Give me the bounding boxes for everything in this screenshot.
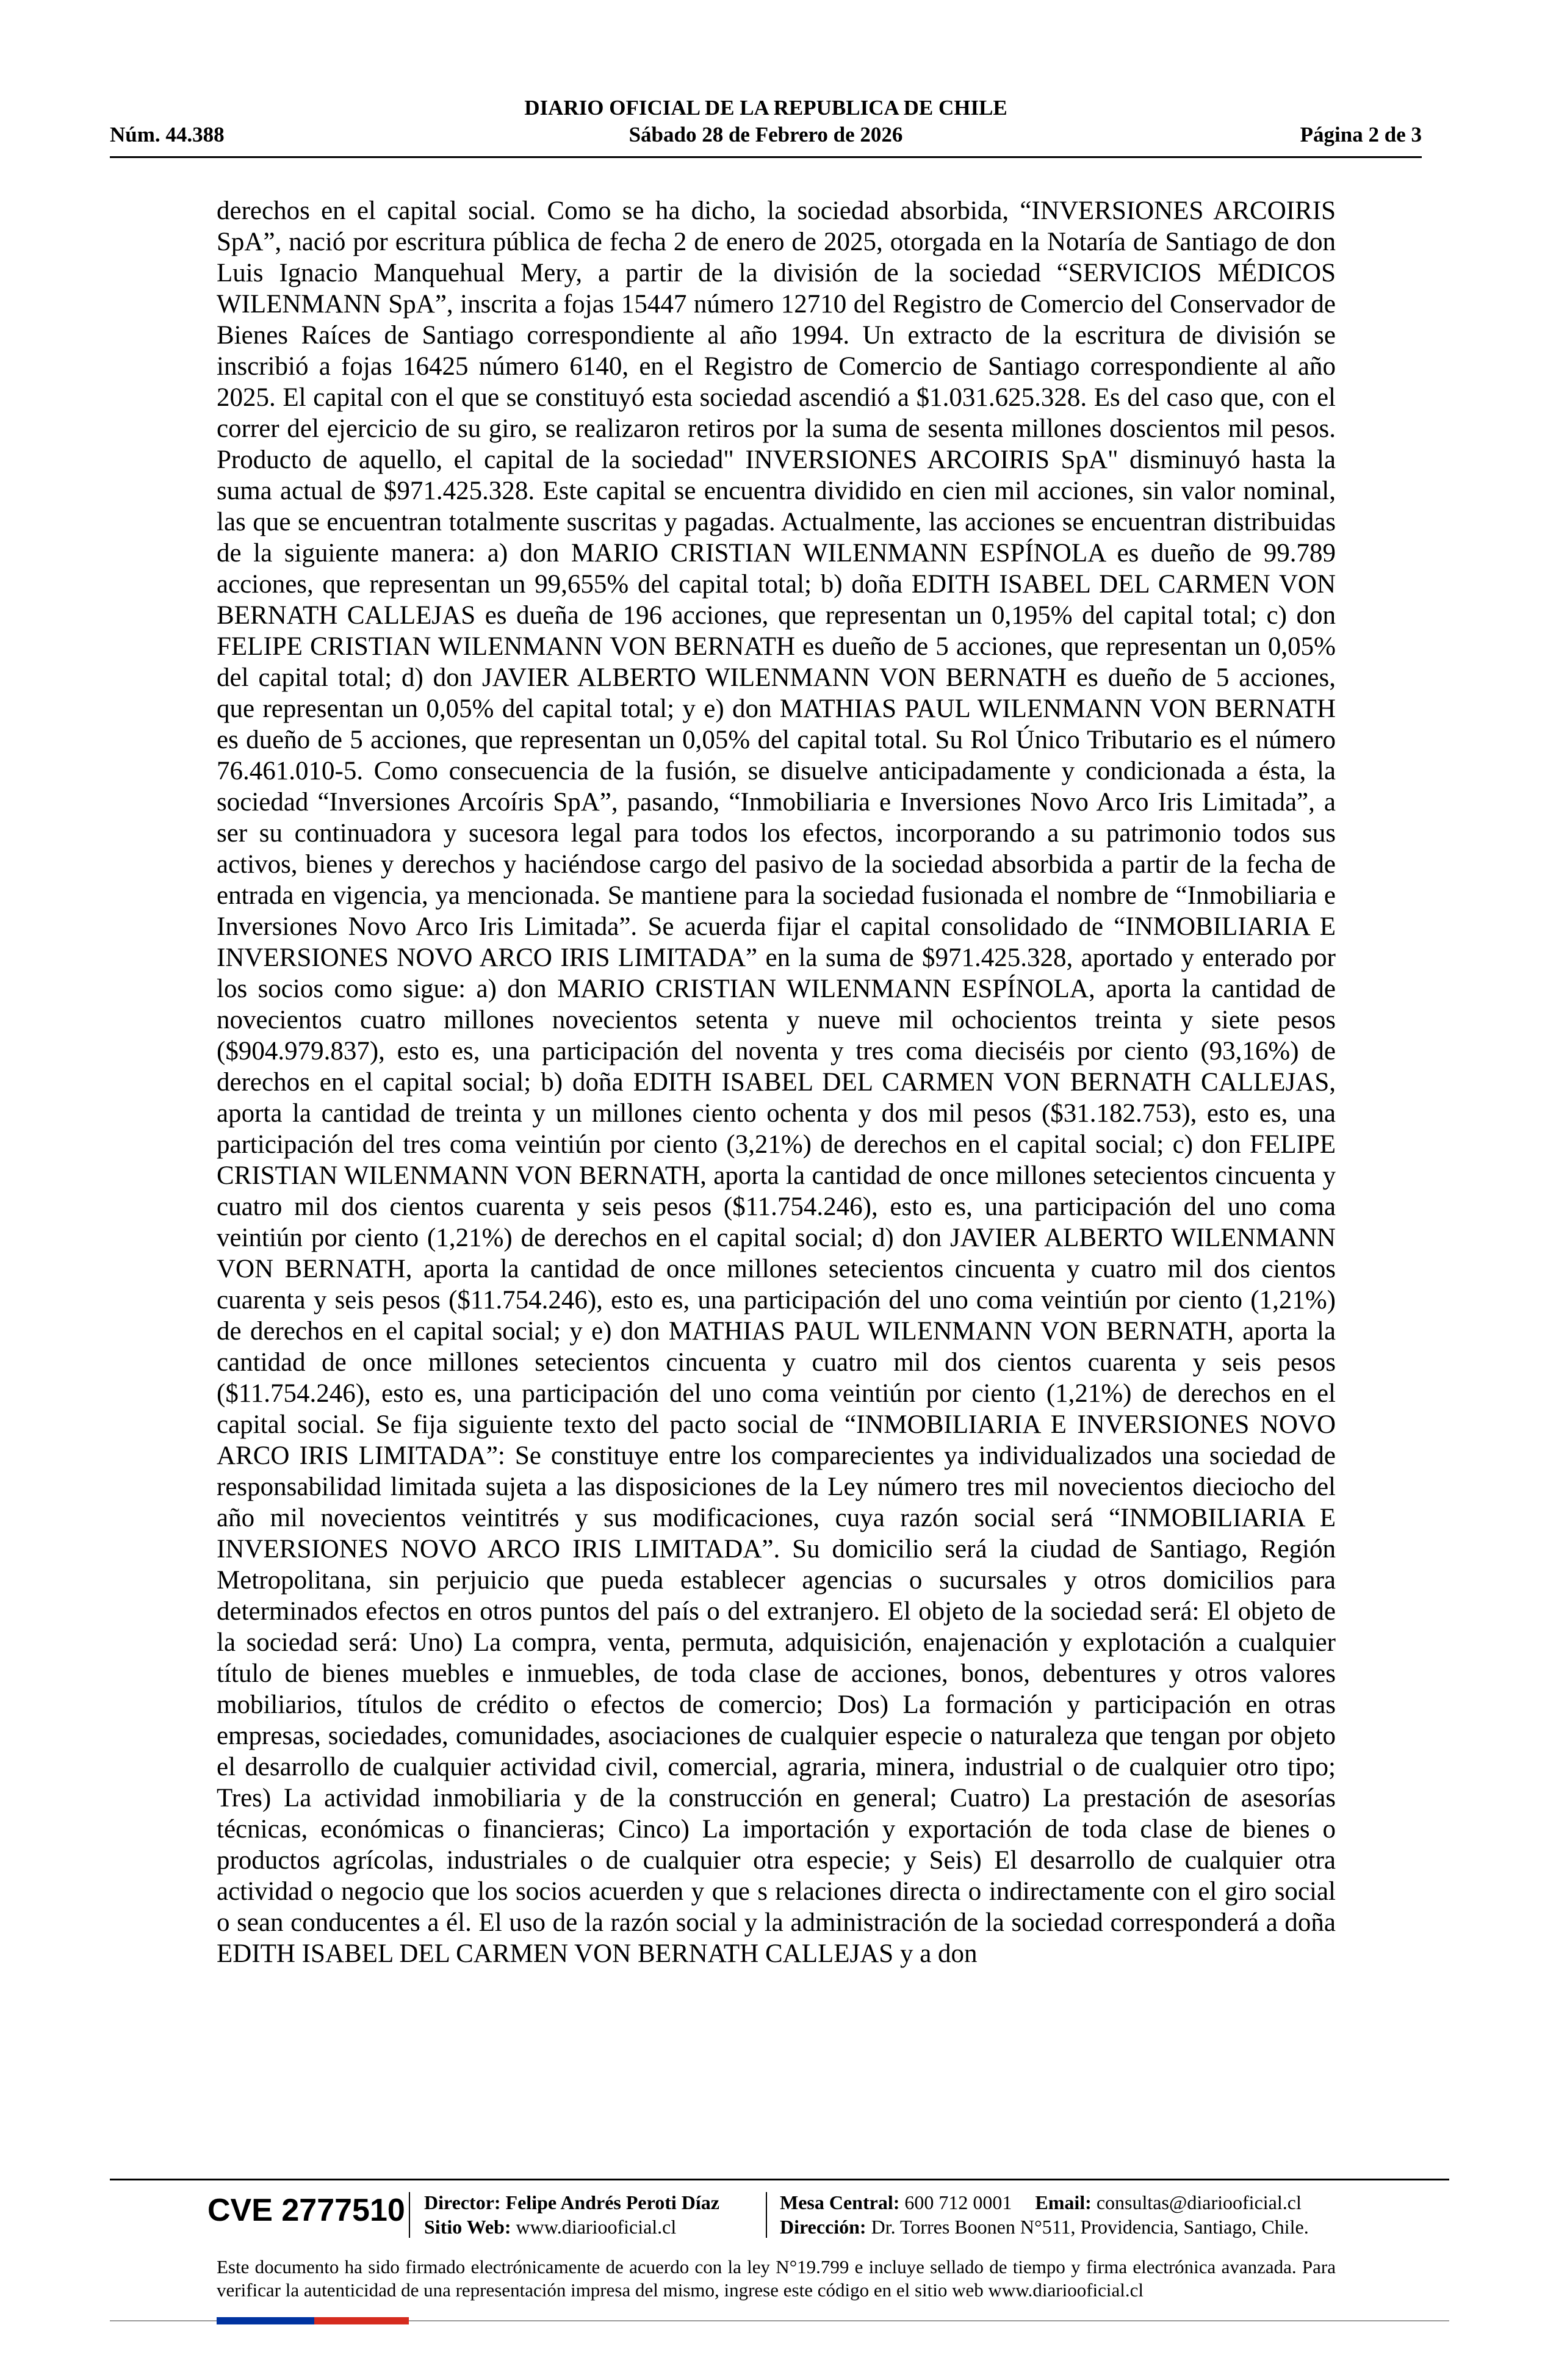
email-label: Email: (1035, 2191, 1092, 2213)
website-label: Sitio Web: (424, 2216, 511, 2238)
address-label: Dirección: (780, 2216, 866, 2238)
footer-separator (409, 2192, 410, 2238)
signature-note: Este documento ha sido firmado electrónicamente de acuerdo con la ley N°19.799 e incluye sellado de tiempo y firma electrónica avanzada. Para verificar la autenticidad de una representación impresa del mismo, ingrese este código en el sitio web www.diariooficial.cl (217, 2256, 1336, 2301)
header-divider (110, 156, 1422, 158)
phone-number: 600 712 0001 (904, 2191, 1012, 2213)
director-name: Felipe Andrés Peroti Díaz (505, 2191, 719, 2213)
issue-date: Sábado 28 de Febrero de 2026 (629, 123, 903, 146)
newspaper-title: DIARIO OFICIAL DE LA REPUBLICA DE CHILE (524, 96, 1007, 120)
footer-director (424, 2191, 719, 2214)
page-header (110, 95, 1422, 156)
cve-code: CVE 2777510 (207, 2193, 405, 2228)
footer-address (780, 2215, 1309, 2238)
phone-label: Mesa Central: (780, 2191, 900, 2213)
issue-number: Núm. 44.388 (110, 123, 225, 146)
footer-contact (780, 2191, 1302, 2214)
director-label: Director: (424, 2191, 501, 2213)
email-link[interactable]: consultas@diariooficial.cl (1096, 2191, 1302, 2213)
flag-stripe-blue (217, 2317, 314, 2324)
footer-divider (110, 2179, 1449, 2180)
body-text: derechos en el capital social. Como se ha dicho, la sociedad absorbida, “INVERSIONES ARCOIRIS SpA”, nació por escritura pública de fecha 2 de enero de 2025, otorgada en la Notaría de Santiago de don Luis Ignacio Manquehual Mery, a partir de la división de la sociedad “SERVICIOS MÉDICOS WILENMANN SpA”, inscrita a fojas 15447 número 12710 del Registro de Comercio del Conservador de Bienes Raíces de Santiago correspondiente al año 1994. Un extracto de la escritura de división se inscribió a fojas 16425 número 6140, en el Registro de Comercio de Santiago correspondiente al año 2025. El capital con el que se constituyó esta sociedad ascendió a $1.031.625.328. Es del caso que, con el correr del ejercicio de su giro, se realizaron retiros por la suma de sesenta millones doscientos mil pesos. Producto de aquello, el capital de la sociedad" INVERSIONES ARCOIRIS SpA" disminuyó hasta la suma actual de $971.425.328. Este capital se encuentra dividido en cien mil acciones, sin valor nominal, las que se encuentran totalmente suscritas y pagadas. Actualmente, las acciones se encuentran distribuidas de la siguiente manera: a) don MARIO CRISTIAN WILENMANN ESPÍNOLA es dueño de 99.789 acciones, que representan un 99,655% del capital total; b) doña EDITH ISABEL DEL CARMEN VON BERNATH CALLEJAS es dueña de 196 acciones, que representan un 0,195% del capital total; c) don FELIPE CRISTIAN WILENMANN VON BERNATH es dueño de 5 acciones, que representan un 0,05% del capital total; d) don JAVIER ALBERTO WILENMANN VON BERNATH es dueño de 5 acciones, que representan un 0,05% del capital total; y e) don MATHIAS PAUL WILENMANN VON BERNATH es dueño de 5 acciones, que representan un 0,05% del capital total. Su Rol Único Tributario es el número 76.461.010-5. Como consecuencia de la fusión, se disuelve anticipadamente y condicionada a ésta, la sociedad “Inversiones Arcoíris SpA”, pasando, “Inmobiliaria e Inversiones Novo Arco Iris Limitada”, a ser su continuadora y sucesora legal para todos los efectos, incorporando a su patrimonio todos sus activos, bienes y derechos y haciéndose cargo del pasivo de la sociedad absorbida a partir de la fecha de entrada en vigencia, ya mencionada. Se mantiene para la sociedad fusionada el nombre de “Inmobiliaria e Inversiones Novo Arco Iris Limitada”. Se acuerda fijar el capital consolidado de “INMOBILIARIA E INVERSIONES NOVO ARCO IRIS LIMITADA” en la suma de $971.425.328, aportado y enterado por los socios como sigue: a) don MARIO CRISTIAN WILENMANN ESPÍNOLA, aporta la cantidad de novecientos cuatro millones novecientos setenta y nueve mil ochocientos treinta y siete pesos ($904.979.837), esto es, una participación del noventa y tres coma dieciséis por ciento (93,16%) de derechos en el capital social; b) doña EDITH ISABEL DEL CARMEN VON BERNATH CALLEJAS, aporta la cantidad de treinta y un millones ciento ochenta y dos mil pesos ($31.182.753), esto es, una participación del tres coma veintiún por ciento (3,21%) de derechos en el capital social; c) don FELIPE CRISTIAN WILENMANN VON BERNATH, aporta la cantidad de once millones setecientos cincuenta y cuatro mil dos cientos cuarenta y seis pesos ($11.754.246), esto es, una participación del uno coma veintiún por ciento (1,21%) de derechos en el capital social; d) don JAVIER ALBERTO WILENMANN VON BERNATH, aporta la cantidad de once millones setecientos cincuenta y cuatro mil dos cientos cuarenta y seis pesos ($11.754.246), esto es, una participación del uno coma veintiún por ciento (1,21%) de derechos en el capital social; y e) don MATHIAS PAUL WILENMANN VON BERNATH, aporta la cantidad de once millones setecientos cincuenta y cuatro mil dos cientos cuarenta y seis pesos ($11.754.246), esto es, una participación del uno coma veintiún por ciento (1,21%) de derechos en el capital social. Se fija siguiente texto del pacto social de “INMOBILIARIA E INVERSIONES NOVO ARCO IRIS LIMITADA”: Se constituye entre los comparecientes ya individualizados una sociedad de responsabilidad limitada sujeta a las disposiciones de la Ley número tres mil novecientos dieciocho del año mil novecientos veintitrés y sus modificaciones, cuya razón social será “INMOBILIARIA E INVERSIONES NOVO ARCO IRIS LIMITADA”. Su domicilio será la ciudad de Santiago, Región Metropolitana, sin perjuicio que pueda establecer agencias o sucursales y otros domicilios para determinados efectos en otros puntos del país o del extranjero. El objeto de la sociedad será: El objeto de la sociedad será: Uno) La compra, venta, permuta, adquisición, enajenación y explotación a cualquier título de bienes muebles e inmuebles, de toda clase de acciones, bonos, debentures y otros valores mobiliarios, títulos de crédito o efectos de comercio; Dos) La formación y participación en otras empresas, sociedades, comunidades, asociaciones de cualquier especie o naturaleza que tengan por objeto el desarrollo de cualquier actividad civil, comercial, agraria, minera, industrial o de cualquier otro tipo; Tres) La actividad inmobiliaria y de la construcción en general; Cuatro) La prestación de asesorías técnicas, económicas o financieras; Cinco) La importación y exportación de toda clase de bienes o productos agrícolas, industriales o de cualquier otra especie; y Seis) El desarrollo de cualquier otra actividad o negocio que los socios acuerden y que s relaciones directa o indirectamente con el giro social o sean conducentes a él. El uso de la razón social y la administración de la sociedad corresponderá a doña EDITH ISABEL DEL CARMEN VON BERNATH CALLEJAS y a don (217, 197, 1336, 1968)
website-link[interactable]: www.diariooficial.cl (516, 2216, 677, 2238)
page-indicator: Página 2 de 3 (1300, 123, 1422, 146)
address-value: Dr. Torres Boonen N°511, Providencia, Santiago, Chile. (871, 2216, 1309, 2238)
footer-separator (766, 2192, 767, 2238)
footer-website (424, 2215, 676, 2238)
flag-stripe-red (314, 2317, 409, 2324)
